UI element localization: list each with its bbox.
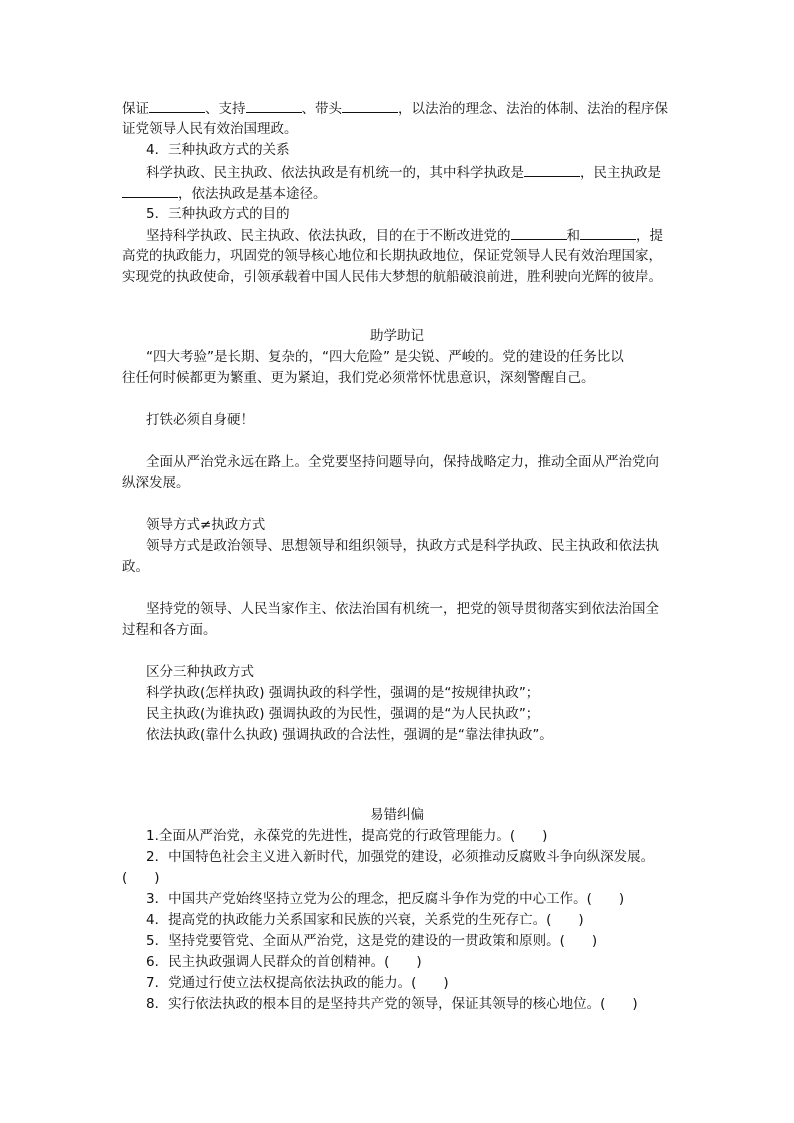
text-line: 保证 、支持 、带头 ，以法治的理念、法治的体制、法治的程序保 bbox=[122, 98, 668, 119]
text-line: “四大考验”是长期、复杂的，“四大危险” 是尖锐、严峻的。党的建设的任务比以 bbox=[146, 349, 624, 365]
blank bbox=[524, 162, 580, 177]
text-line: 全面从严治党永远在路上。全党要坚持问题导向，保持战略定力，推动全面从严治党向 bbox=[146, 454, 659, 470]
text-line: 科学执政、民主执政、依法执政是有机统一的，其中科学执政是 ，民主执政是 bbox=[146, 162, 661, 183]
text-line: 政。 bbox=[122, 559, 149, 575]
blank bbox=[246, 98, 302, 113]
section-title-error-correction: 易错纠偏 bbox=[370, 807, 424, 823]
text-line: 依法执政(靠什么执政) 强调执政的合法性，强调的是“靠法律执政”。 bbox=[146, 727, 553, 743]
blank bbox=[122, 183, 178, 198]
text-line: 区分三种执政方式 bbox=[146, 664, 254, 680]
text-line: 坚持党的领导、人民当家作主、依法治国有机统一，把党的领导贯彻落实到依法治国全 bbox=[146, 601, 659, 617]
section-heading: 4．三种执政方式的关系 bbox=[146, 142, 290, 158]
question-item: 1.全面从严治党，永葆党的先进性，提高党的行政管理能力。( ) bbox=[146, 828, 548, 844]
text-line: 高党的执政能力，巩固党的领导核心地位和长期执政地位，保证党领导人民有效治理国家， bbox=[122, 248, 662, 264]
question-item: 4．提高党的执政能力关系国家和民族的兴衰，关系党的生死存亡。( ) bbox=[146, 912, 584, 928]
blank bbox=[580, 225, 636, 240]
text-line: 证党领导人民有效治国理政。 bbox=[122, 121, 298, 137]
text-line: ，依法执政是基本途径。 bbox=[122, 183, 327, 204]
blank bbox=[149, 98, 205, 113]
question-item: 8．实行依法执政的根本目的是坚持共产党的领导，保证其领导的核心地位。( ) bbox=[146, 996, 638, 1012]
text-line: 往任何时候都更为繁重、更为紧迫，我们党必须常怀忧患意识，深刻警醒自己。 bbox=[122, 370, 595, 386]
text-line: 实现党的执政使命，引领承载着中国人民伟大梦想的航船破浪前进，胜利驶向光辉的彼岸。 bbox=[122, 269, 662, 285]
question-item-continued: ( ) bbox=[122, 870, 160, 886]
text-line: 过程和各方面。 bbox=[122, 622, 217, 638]
text-line: 领导方式是政治领导、思想领导和组织领导，执政方式是科学执政、民主执政和依法执 bbox=[146, 538, 659, 554]
section-heading: 5．三种执政方式的目的 bbox=[146, 206, 290, 222]
question-item: 7．党通过行使立法权提高依法执政的能力。( ) bbox=[146, 975, 449, 991]
blank bbox=[511, 225, 567, 240]
text-line: 民主执政(为谁执政) 强调执政的为民性，强调的是“为人民执政”； bbox=[146, 706, 540, 722]
question-item: 5．坚持党要管党、全面从严治党，这是党的建设的一贯政策和原则。( ) bbox=[146, 933, 598, 949]
question-item: 6．民主执政强调人民群众的首创精神。( ) bbox=[146, 954, 422, 970]
text-line: 坚持科学执政、民主执政、依法执政，目的在于不断改进党的 和 ，提 bbox=[146, 225, 663, 246]
question-item: 2．中国特色社会主义进入新时代，加强党的建设，必须推动反腐败斗争向纵深发展。 bbox=[146, 849, 655, 865]
question-item: 3．中国共产党始终坚持立党为公的理念，把反腐斗争作为党的中心工作。( ) bbox=[146, 891, 625, 907]
text-line: 科学执政(怎样执政) 强调执政的科学性，强调的是“按规律执政”； bbox=[146, 685, 540, 701]
text-line: 打铁必须自身硬！ bbox=[146, 412, 254, 428]
text-line: 纵深发展。 bbox=[122, 475, 190, 491]
blank bbox=[342, 98, 398, 113]
section-title-study-notes: 助学助记 bbox=[370, 328, 424, 344]
text-line: 领导方式≠执政方式 bbox=[146, 517, 266, 533]
